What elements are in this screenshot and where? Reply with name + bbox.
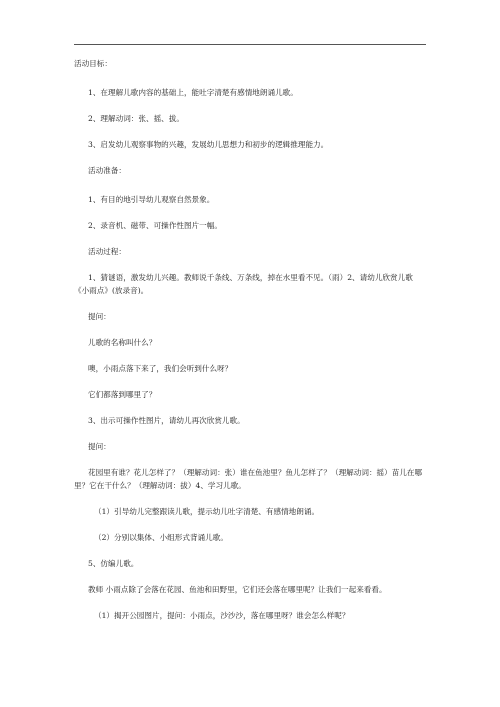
paragraph: 1、在理解儿歌内容的基础上，能吐字清楚有感情地朗诵儿歌。 xyxy=(88,88,298,97)
paragraph: （2）分别以集体、小组形式背诵儿歌。 xyxy=(94,533,228,542)
paragraph: （1）引导幼儿完整跟读儿歌，提示幼儿吐字清楚、有感情地朗诵。 xyxy=(94,507,320,516)
paragraph: 2、理解动词：张、摇、拔。 xyxy=(88,114,184,123)
paragraph: 它们都落到哪里了？ xyxy=(88,390,157,399)
paragraph: 儿歌的名称叫什么？ xyxy=(88,338,157,347)
paragraph: （1）揭开公园图片，提问：小雨点，沙沙沙，落在哪里呀？谁会怎么样呢？ xyxy=(94,611,350,620)
paragraph: 噢，小雨点落下来了，我们会听到什么呀？ xyxy=(88,364,233,373)
paragraph: 5、仿编儿歌。 xyxy=(88,559,139,568)
paragraph: 花园里有谁？花儿怎样了？（理解动词：张）谁在鱼池里？鱼儿怎样了？（理解动词：摇）苗儿在哪里？它在干什么？（理解动词：拔）4、学习儿歌。 xyxy=(74,468,423,490)
document-body xyxy=(74,57,426,635)
paragraph: 1、猜谜语，激发幼儿兴趣。教师说千条线、万条线，掉在水里看不见。（雨）2、请幼儿欣赏儿歌《小雨点》(放录音)。 xyxy=(74,273,413,295)
paragraph: 提问： xyxy=(88,442,111,451)
header-rule xyxy=(74,44,426,45)
paragraph: 活动准备： xyxy=(88,166,126,175)
paragraph: 2、录音机、磁带、可操作性图片一幅。 xyxy=(88,221,222,230)
paragraph: 3、启发幼儿观察事物的兴趣，发展幼儿思想力和初步的逻辑推理能力。 xyxy=(88,140,329,149)
paragraph: 1、有目的地引导幼儿观察自然景象。 xyxy=(88,195,215,204)
paragraph: 提问： xyxy=(88,312,111,321)
paragraph: 活动目标： xyxy=(74,59,112,68)
paragraph: 活动过程： xyxy=(88,247,126,256)
paragraph: 教师 小雨点除了会落在花园、鱼池和田野里，它们还会落在哪里呢？让我们一起来看看。 xyxy=(88,585,387,594)
paragraph: 3、出示可操作性图片，请幼儿再次欣赏儿歌。 xyxy=(88,416,245,425)
